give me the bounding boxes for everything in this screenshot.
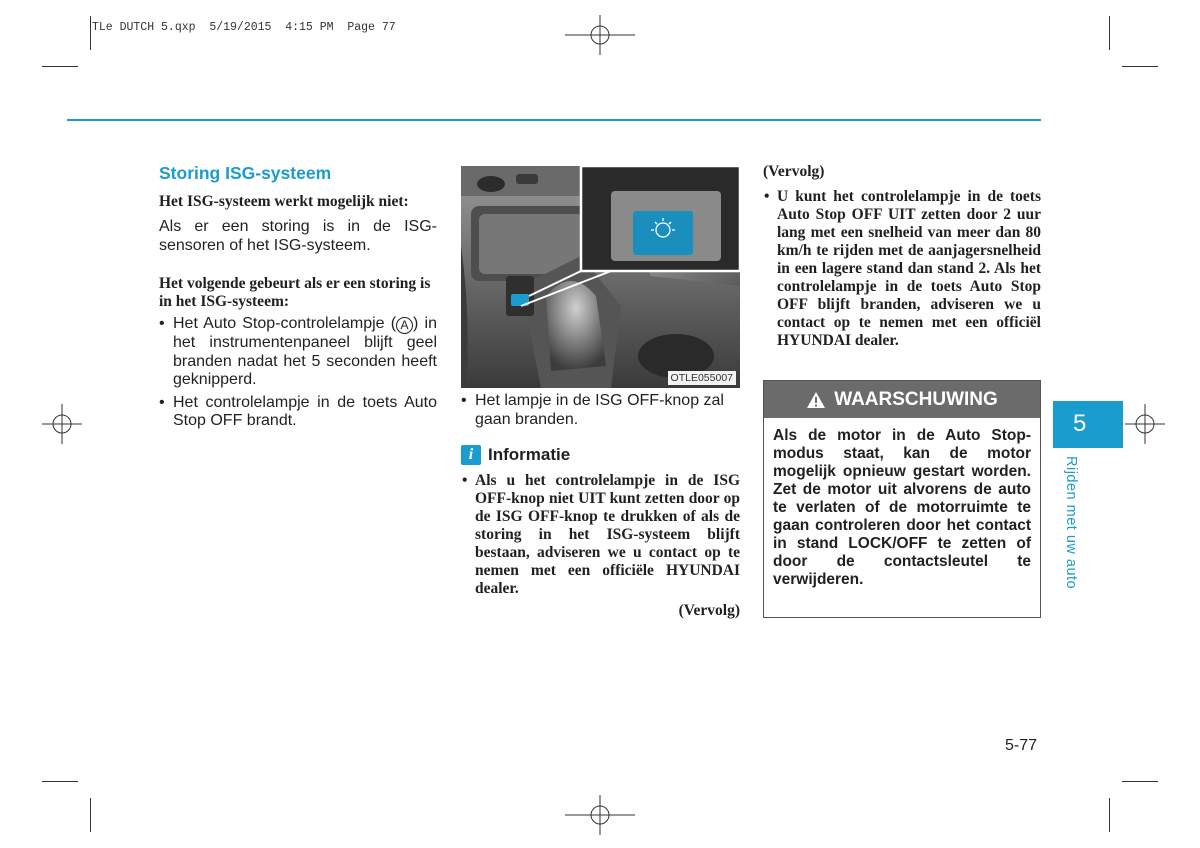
- registration-mark-top: [565, 15, 635, 55]
- header-rule: [67, 119, 1041, 121]
- list-item: [159, 315, 437, 390]
- continued-label: (Vervolg): [678, 602, 740, 619]
- registration-mark-bottom: [565, 795, 635, 835]
- warning-triangle-icon: [806, 391, 826, 409]
- list-item: • Het controlelampje in de toets Auto Stop OFF brandt.: [159, 394, 437, 431]
- registration-mark-right: [1125, 404, 1165, 444]
- info-header: [461, 445, 740, 465]
- page-number: 5-77: [1005, 737, 1038, 754]
- center-console-photo: [461, 166, 740, 388]
- info-text: • Als u het controlelampje in de ISG OFF-knop niet UIT kunt zetten door op de ISG OFF-knop te drukken of als de storing in het ISG-systeem blijft bestaan, adviseren we u contact op te nemen met een officiële HYUNDAI dealer.: [461, 472, 740, 598]
- info-icon: i: [461, 445, 481, 465]
- bullet-text-pre: Het Auto Stop-controlelampje (: [173, 315, 397, 332]
- right-column: [763, 163, 1041, 350]
- warning-box: [763, 380, 1041, 618]
- figure-code: OTLE055007: [668, 371, 736, 385]
- print-slug: TLe DUTCH 5.qxp 5/19/2015 4:15 PM Page 77: [92, 21, 396, 34]
- list-item: • U kunt het controlelampje in de toets Auto Stop OFF UIT zetten door 2 uur lang met een snelheid van meer dan 80 km/h te rijden met de aanjagersnelheid in een lagere stand dan stand 2. Als het controlelampje in de toets Auto Stop OFF blijft branden, adviseren we u contact op te nemen met een officiël HYUNDAI dealer.: [763, 188, 1041, 350]
- subheading-2: Het volgende gebeurt als er een storing is in het ISG-systeem:: [159, 275, 431, 310]
- warning-text: Als de motor in de Auto Stop-modus staat, kan de motor mogelijk opnieuw gestart worden. Zet de motor uit alvorens de auto te verlaten of de motorruimte te gaan controleren door het contact in stand LOCK/OFF te zetten of door de contactsleutel te verwijderen.: [773, 427, 1031, 588]
- subheading-1: Het ISG-systeem werkt mogelijk niet:: [159, 193, 409, 210]
- warning-title: WAARSCHUWING: [834, 388, 998, 410]
- chapter-number: 5: [1073, 410, 1087, 437]
- left-column: [159, 163, 437, 431]
- chapter-tab: [1053, 401, 1123, 448]
- middle-column: [461, 392, 740, 620]
- section-heading: Storing ISG-systeem: [159, 163, 332, 183]
- paragraph-1: Als er een storing is in de ISG-sensoren of het ISG-systeem.: [159, 218, 437, 254]
- continued-label: (Vervolg): [763, 163, 825, 180]
- bullet-text-post: ) in het instrumentenpaneel blijft geel branden nadat het 5 seconden heeft geknipperd.: [173, 315, 437, 388]
- info-title: Informatie: [488, 445, 571, 464]
- list-item: • Het lampje in de ISG OFF-knop zal gaan branden.: [461, 392, 740, 429]
- registration-mark-left: [42, 404, 82, 444]
- auto-stop-icon: A: [396, 317, 413, 334]
- warning-header: [764, 381, 1040, 418]
- chapter-side-title: Rijden met uw auto: [1063, 456, 1079, 590]
